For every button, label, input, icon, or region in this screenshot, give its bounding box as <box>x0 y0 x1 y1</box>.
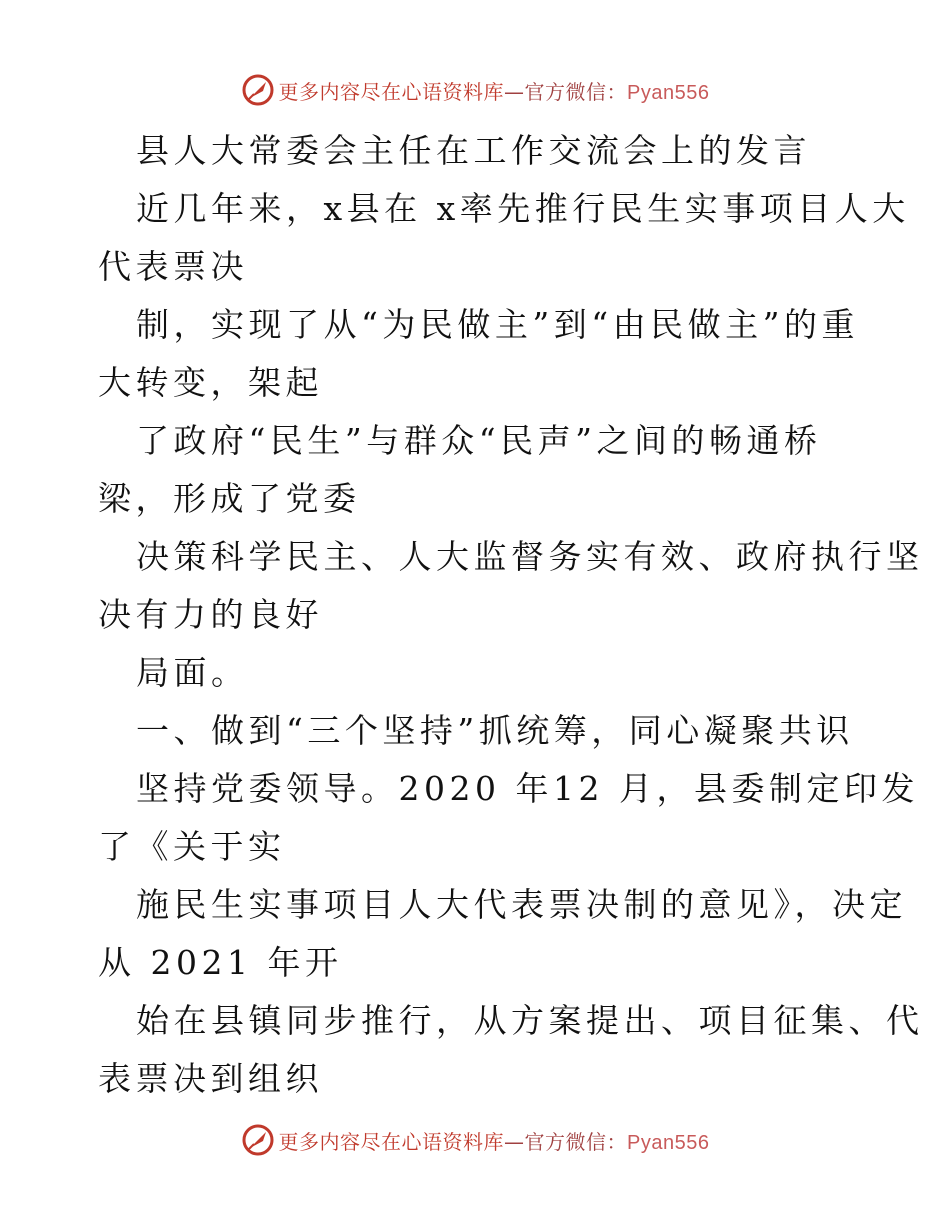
text-line: 从 2021 年开 <box>98 943 343 982</box>
watermark-dash: — <box>504 79 525 104</box>
text-line: 决有力的良好 <box>98 595 323 634</box>
watermark-wechat-label: 官方微信： <box>524 79 628 104</box>
text-line: 施民生实事项目人大代表票决制的意见》，决定 <box>136 885 907 924</box>
text-line: 梁，形成了党委 <box>98 479 361 518</box>
text-line: 了《关于实 <box>98 827 286 866</box>
text-line: 一、做到“三个坚持”抓统筹，同心凝聚共识 <box>136 711 854 750</box>
text-line: 坚持党委领导。2020 年12 月，县委制定印发 <box>136 769 919 808</box>
text-line: 决策科学民主、人大监督务实有效、政府执行坚 <box>136 537 924 576</box>
watermark-text <box>279 1126 710 1155</box>
watermark-dash: — <box>504 1129 525 1154</box>
watermark-text <box>279 76 710 105</box>
watermark-brand: 更多内容尽在心语资料库 <box>278 1129 505 1154</box>
watermark-brand: 更多内容尽在心语资料库 <box>278 79 505 104</box>
watermark-wechat-id: Pyan556 <box>627 1131 710 1154</box>
text-line: 代表票决 <box>98 247 248 286</box>
text-line: 大转变，架起 <box>98 363 323 402</box>
document-body <box>98 122 924 1108</box>
text-line: 局面。 <box>136 653 249 692</box>
text-line: 县人大常委会主任在工作交流会上的发言 <box>136 131 811 170</box>
quill-logo-icon <box>241 1123 275 1157</box>
quill-logo-icon <box>241 73 275 107</box>
text-line: 制，实现了从“为民做主”到“由民做主”的重 <box>136 305 859 344</box>
text-line: 了政府“民生”与群众“民声”之间的畅通桥 <box>136 421 822 460</box>
watermark-wechat-label: 官方微信： <box>524 1129 628 1154</box>
text-line: 始在县镇同步推行，从方案提出、项目征集、代 <box>136 1001 924 1040</box>
footer-watermark <box>0 1120 950 1160</box>
text-line: 表票决到组织 <box>98 1059 323 1098</box>
watermark-wechat-id: Pyan556 <box>627 81 710 104</box>
header-watermark <box>0 70 950 110</box>
text-line: 近几年来，x县在 x率先推行民生实事项目人大 <box>136 189 910 228</box>
